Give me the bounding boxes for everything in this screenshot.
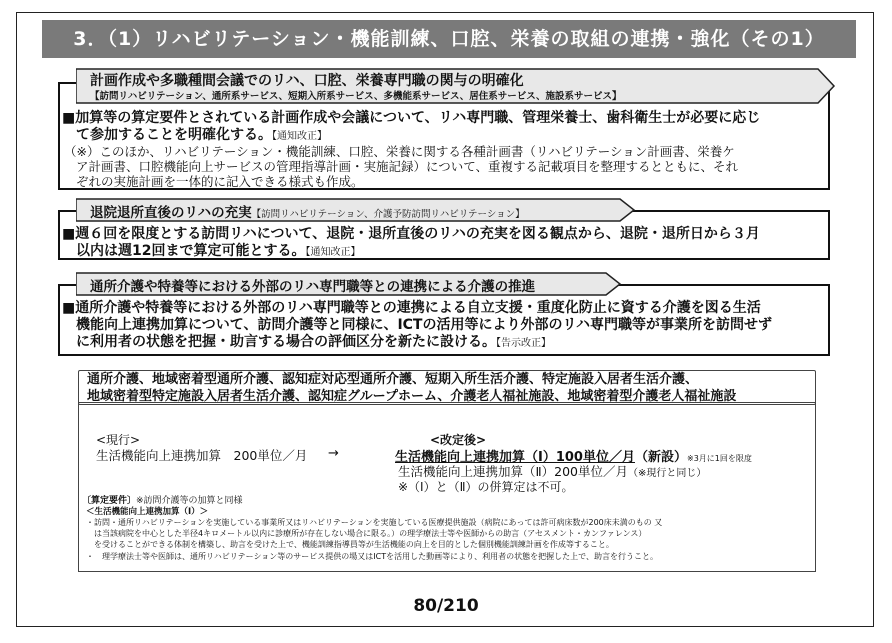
revised-note: ※（Ⅰ）と（Ⅱ）の併算定は不可。 [398,480,574,494]
section2-header [76,198,636,222]
section3-bullet-line3: に利用者の状態を把握・助言する場合の評価区分を新たに設ける。 [76,334,496,350]
revised-label: <改定後> [430,433,487,447]
section1-header [76,68,836,104]
facilities-line2: 地域密着型特定施設入居者生活介護、認知症グループホーム、介護老人福祉施設、地域密着型介護老人福祉施設 [87,389,737,404]
revised-item2-note: （※現行と同じ） [628,468,707,479]
requirements-line1: ・訪問・通所リハビリテーションを実施している事業所又はリハビリテーションを実施している医療提供施設（病院にあっては許可病床数が200床未満のもの 又 [86,518,663,527]
requirements-line3: を受けることができる体制を構築し、助言を受けた上で、機能訓練指導員等が生活機能の向上を目的とした個別機能訓練計画を作成等すること。 [94,540,614,549]
requirements-sub: ＜生活機能向上連携加算（Ⅰ）＞ [86,507,209,517]
current-label: <現行> [96,433,141,447]
section1-bullet-line2: て参加することを明確化する。 [76,127,272,143]
revised-item1: 生活機能向上連携加算（Ⅰ）100単位／月 [395,450,635,465]
section1-note-line1: （※）このほか、リハビリテーション・機能訓練、口腔、栄養に関する各種計画書（リハビリテーション計画書、栄養ケ [64,144,735,159]
requirements-line2: は当該病院を中心とした半径4キロメートル以内に診療所が存在しない場合に限る。）の理学療法士等や医師からの助言（アセスメント・カンファレンス） [94,529,647,538]
section3-bullet-tag: 【告示改正】 [496,338,551,349]
section2-bullet-tag: 【通知改正】 [305,247,361,258]
revised-item1-note: ※3月に1回を限度 [687,454,752,463]
section3-heading: 通所介護や特養等における外部のリハ専門職等との連携による介護の推進 [90,279,536,295]
section1-note-line3: ぞれの実施計画を一体的に記入できる様式も作成。 [76,174,364,189]
facilities-line1: 通所介護、地域密着型通所介護、認知症対応型通所介護、短期入所生活介護、特定施設入居者生活介護、 [87,372,699,387]
section2-bullet-line1: ■週６回を限度とする訪問リハについて、退院・退所直後のリハの充実を図る観点から、退院・退所日から３月 [62,226,760,242]
section2-bullet-line2: 以内は週12回まで算定可能とする。 [76,243,306,259]
target-facilities [78,370,816,405]
section1-bullet-tag: 【通知改正】 [272,131,327,142]
current-item: 生活機能向上連携加算 200単位／月 [96,448,308,463]
section3-bullet-line2: 機能向上連携加算について、訪問介護等と同様に、ICTの活用等により外部のリハ専門職等が事業所を訪問せず [76,317,773,333]
section1-note-line2: ア計画書、口腔機能向上サービスの管理指導計画・実施記録）について、重複する記載項目を整理するとともに、それ [76,159,739,174]
revised-item2: 生活機能向上連携加算（Ⅱ）200単位／月 [398,464,629,479]
section1-heading: 計画作成や多職種間会議でのリハ、口腔、栄養専門職の関与の明確化 [90,73,524,89]
section2-services: 【訪問リハビリテーション、介護予防訪問リハビリテーション】 [251,209,525,220]
requirements-line4: ・ 理学療法士等や医師は、通所リハビリテーション等のサービス提供の場又はICTを活用した動画等により、利用者の状態を把握した上で、助言を行うこと。 [86,552,658,561]
requirements-heading-note: ※訪問介護等の加算と同様 [136,496,243,506]
section1-bullet-line1: ■加算等の算定要件とされている計画作成や会議について、リハ専門職、管理栄養士、歯科衛生士が必要に応じ [62,110,761,126]
page-number: 80/210 [413,596,479,616]
requirements-heading: 〔算定要件〕 [82,496,137,506]
section3-bullet-line1: ■通所介護や特養等における外部のリハ専門職等との連携による自立支援・重度化防止に資する介護を図る生活 [62,300,761,316]
section1-services: 【訪問リハビリテーション、通所系サービス、短期入所系サービス、多機能系サービス、居住系サービス、施設系サービス】 [90,91,622,102]
arrow-icon: → [328,446,339,461]
section3-header [76,272,622,296]
section2-heading: 退院退所直後のリハの充実 [90,205,252,221]
page-title: 3．（1）リハビリテーション・機能訓練、口腔、栄養の取組の連携・強化（その1） [42,20,856,58]
revised-item1-new: （新設） [634,450,687,465]
